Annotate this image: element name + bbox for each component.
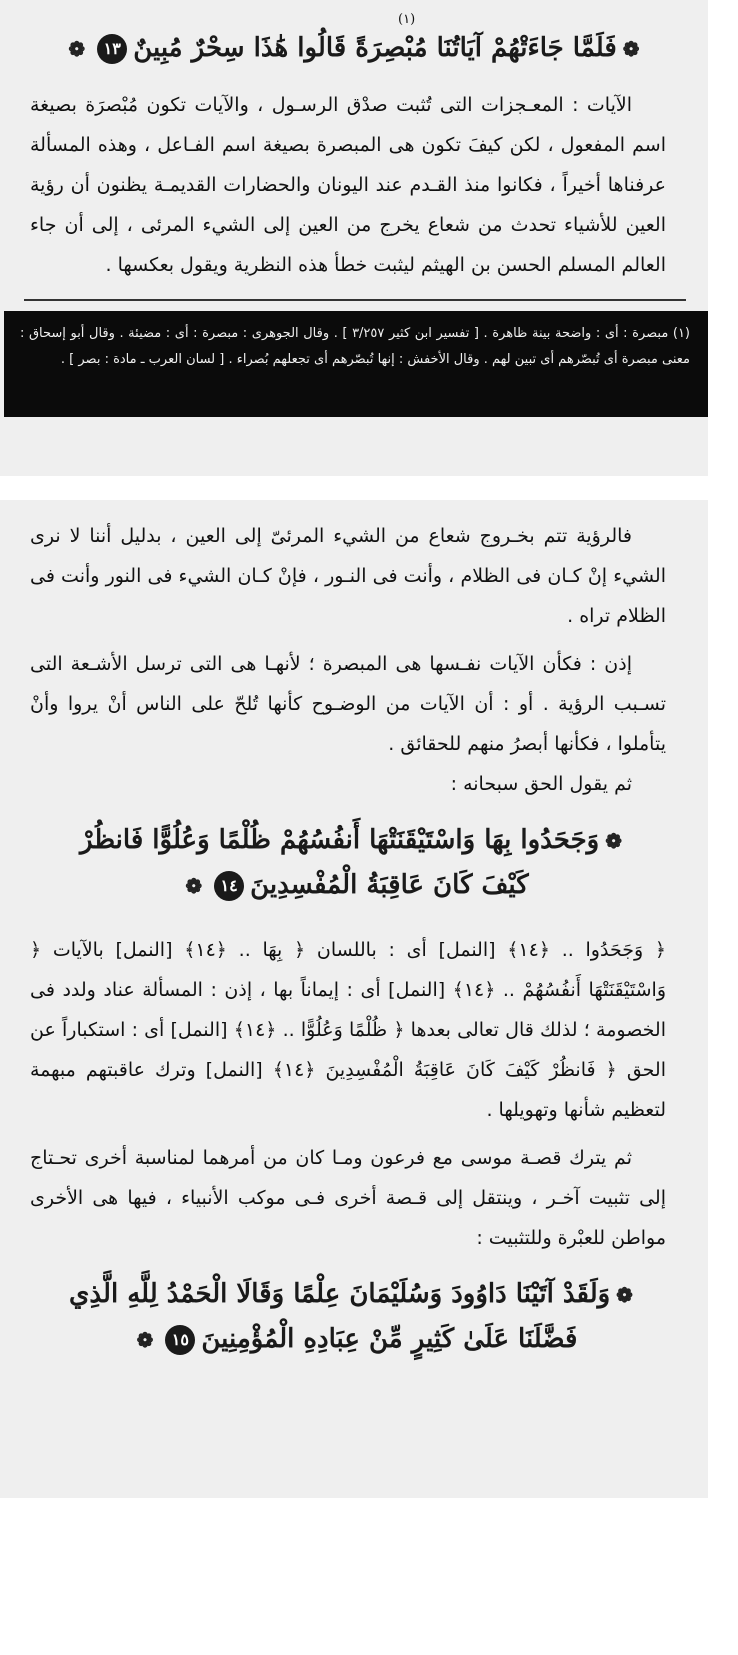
verse-13-text: فَلَمَّا جَاءَتْهُمْ آيَاتُنَا مُبْصِرَةً قَالُوا هَٰذَا سِحْرٌ مُبِينٌ	[133, 33, 617, 63]
ayah-number-13: ١٣	[97, 34, 127, 64]
footnote-box: (١) مبصرة : أى : واضحة بينة ظاهرة . [ تفسير ابن كثير ٣/٢٥٧ ] . وقال الجوهرى : مبصرة : أى : مضيئة . وقال أبو إسحاق : معنى مبصرة أى تُبصّرهم أى تبين لهم . وقال الأخفش : إنها تُبصّرهم أى تجعلهم بُصراء . [ لسان العرب ـ مادة : بصر ] .	[4, 311, 708, 417]
scan-page-bottom	[0, 500, 708, 1498]
verse-14	[0, 818, 708, 908]
ornament-icon: ❁	[616, 1283, 633, 1307]
verse-15-line-2-text: فَضَّلَنَا عَلَىٰ كَثِيرٍ مِّنْ عِبَادِهِ الْمُؤْمِنِينَ	[201, 1324, 578, 1354]
paragraph-ayat: الآيات : المعـجزات التى تُثبت صدْق الرسـول ، والآيات تكون مُبْصرَة بصيغة اسم المفعول ، لكن كيفَ تكون هى المبصرة بصيغة اسم الفـاعل ، وهذه المسألة عرفناها أخيراً ، فكانوا منذ القـدم عند اليونان والحضارات القديمـة يظنون أن رؤية العين للأشياء تحدث من شعاع يخرج من العين إلى الشيء المرئى ، إلى أن جاء العالم المسلم الحسن بن الهيثم ليثبت خطأ هذه النظرية ويقول بعكسها .	[30, 94, 666, 276]
verse-14-line-1-text: وَجَحَدُوا بِهَا وَاسْتَيْقَنَتْهَا أَنفُسُهُمْ ظُلْمًا وَعُلُوًّا فَانظُرْ	[79, 825, 600, 855]
paragraph-commentary: ﴿ وَجَحَدُوا .. ﴿١٤﴾ [النمل] أى : باللسان ﴿ بِهَا .. ﴿١٤﴾ [النمل] بالآيات ﴿ وَاسْتَيْقَنَتْهَا أَنفُسُهُمْ .. ﴿١٤﴾ [النمل] أى : إيماناً بها ، إذن : المسألة عناد ولدد فى الخصومة ؛ لذلك قال تعالى بعدها ﴿ ظُلْمًا وَعُلُوًّا .. ﴿١٤﴾ [النمل] أى : استكباراً عن الحق ﴿ فَانظُرْ كَيْفَ كَانَ عَاقِبَةُ الْمُفْسِدِينَ ﴿١٤﴾ [النمل] وترك عاقبتهم مبهمة لتعظيم شأنها وتهويلها .	[30, 939, 667, 1121]
ayah-number-15: ١٥	[165, 1325, 195, 1355]
verse-14-line-2-text: كَيْفَ كَانَ عَاقِبَةُ الْمُفْسِدِينَ	[250, 870, 529, 900]
ornament-icon: ❁	[605, 829, 622, 853]
footnote-marker: (١)	[398, 12, 416, 27]
verse-14-line-2	[0, 863, 708, 908]
verse-15-line-2	[0, 1317, 708, 1362]
verse-15	[0, 1272, 708, 1362]
paragraph-then-says: ثم يقول الحق سبحانه :	[450, 773, 632, 795]
scan-page-top	[0, 0, 708, 476]
paragraph-idhan: إذن : فكأن الآيات نفـسها هى المبصرة ؛ لأنهـا هى التى ترسل الأشـعة التى تسـبب الرؤية . أو : أن الآيات من الوضـوح كأنها تُلحّ على الناس أنْ يروا وأنْ يتأملوا ، فكأنها أبصرُ منهم للحقائق .	[30, 653, 666, 755]
ornament-icon: ❁	[68, 37, 86, 61]
ornament-icon: ❁	[185, 874, 203, 898]
paragraph-next-story: ثم يترك قصـة موسى مع فرعون ومـا كان من أمرهما لمناسبة أخرى تحـتاج إلى تثبيت آخـر ، وينتقل إلى قـصة أخرى فـى موكب الأنبياء ، فيها هى الأخرى مواطن للعبْرة وللتثبيت :	[30, 1147, 666, 1249]
ornament-icon: ❁	[136, 1328, 154, 1352]
footnote-divider	[24, 299, 686, 301]
verse-15-line-1	[0, 1272, 708, 1317]
verse-15-line-1-text: وَلَقَدْ آتَيْنَا دَاوُودَ وَسُلَيْمَانَ عِلْمًا وَقَالَا الْحَمْدُ لِلَّهِ الَّذِي	[69, 1279, 611, 1309]
verse-13	[0, 0, 708, 71]
paragraph-vision: فالرؤية تتم بخـروج شعاع من الشيء المرئىّ إلى العين ، بدليل أننا لا نرى الشيء إنْ كـان فى الظلام ، وأنت فى النـور ، فإنْ كـان الشيء فى النور وأنت فى الظلام تراه .	[30, 525, 666, 627]
verse-14-line-1	[0, 818, 708, 863]
ornament-icon: ❁	[622, 37, 640, 61]
ayah-number-14: ١٤	[214, 871, 244, 901]
